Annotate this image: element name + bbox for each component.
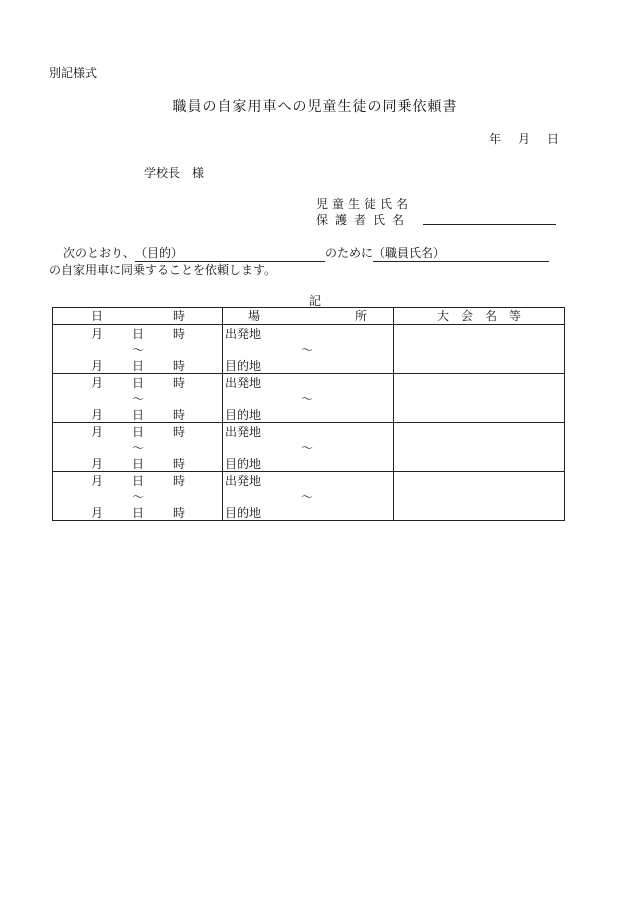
month-label: 月: [91, 408, 104, 422]
date-line: [489, 130, 559, 147]
staff-name-field[interactable]: [373, 244, 549, 262]
date-month: 月: [518, 132, 531, 146]
event-cell[interactable]: [394, 423, 565, 472]
datetime-cell[interactable]: [53, 423, 223, 472]
document-title: 職員の自家用車への児童生徒の同乗依頼書: [172, 99, 458, 115]
table-row: [53, 423, 565, 472]
tilde: 〜: [301, 392, 314, 406]
header-datetime-right: 時: [173, 309, 186, 323]
header-place: [223, 308, 394, 325]
month-label: 月: [91, 457, 104, 471]
datetime-cell[interactable]: [53, 325, 223, 374]
request-line-1: [63, 244, 549, 262]
event-cell[interactable]: [394, 374, 565, 423]
hour-label: 時: [173, 359, 186, 373]
tilde: 〜: [132, 441, 145, 455]
request-middle: のために: [325, 246, 374, 260]
datetime-cell[interactable]: [53, 374, 223, 423]
place-cell[interactable]: [223, 374, 394, 423]
tilde: 〜: [132, 343, 145, 357]
tilde: 〜: [301, 490, 314, 504]
ki-heading: 記: [308, 294, 321, 308]
departure-label: 出発地: [225, 376, 262, 390]
place-cell[interactable]: [223, 472, 394, 521]
request-prefix: 次のとおり、: [63, 246, 136, 260]
tilde: 〜: [132, 392, 145, 406]
destination-label: 目的地: [225, 359, 262, 373]
hour-label: 時: [173, 506, 186, 520]
departure-label: 出発地: [225, 474, 262, 488]
day-label: 日: [132, 506, 145, 520]
tilde: 〜: [301, 343, 314, 357]
table-row: [53, 374, 565, 423]
event-cell[interactable]: [394, 472, 565, 521]
addressee: 学校長 様: [144, 166, 205, 180]
header-datetime: [53, 308, 223, 325]
datetime-cell[interactable]: [53, 472, 223, 521]
hour-label: 時: [173, 474, 186, 488]
purpose-field[interactable]: [135, 244, 325, 262]
month-label: 月: [91, 327, 104, 341]
destination-label: 目的地: [225, 506, 262, 520]
staff-placeholder: （職員氏名）: [373, 246, 446, 260]
table-row: [53, 325, 565, 374]
destination-label: 目的地: [225, 408, 262, 422]
header-datetime-left: 日: [91, 309, 104, 323]
place-cell[interactable]: [223, 423, 394, 472]
table-row: [53, 472, 565, 521]
hour-label: 時: [173, 408, 186, 422]
date-year: 年: [489, 132, 502, 146]
day-label: 日: [132, 474, 145, 488]
tilde: 〜: [132, 490, 145, 504]
day-label: 日: [132, 359, 145, 373]
schedule-table: [52, 307, 565, 521]
header-place-right: 所: [355, 309, 368, 323]
destination-label: 目的地: [225, 457, 262, 471]
student-name-label: 児童生徒氏名: [316, 197, 413, 211]
hour-label: 時: [173, 376, 186, 390]
hour-label: 時: [173, 457, 186, 471]
day-label: 日: [132, 376, 145, 390]
request-line-2: の自家用車に同乗することを依頼します。: [49, 263, 277, 277]
month-label: 月: [91, 425, 104, 439]
event-cell[interactable]: [394, 325, 565, 374]
day-label: 日: [132, 408, 145, 422]
month-label: 月: [91, 359, 104, 373]
month-label: 月: [91, 474, 104, 488]
departure-label: 出発地: [225, 425, 262, 439]
month-label: 月: [91, 376, 104, 390]
day-label: 日: [132, 425, 145, 439]
header-event-label: 大 会 名 等: [436, 309, 521, 323]
table-header-row: [53, 308, 565, 325]
tilde: 〜: [301, 441, 314, 455]
header-place-left: 場: [248, 309, 261, 323]
place-cell[interactable]: [223, 325, 394, 374]
date-day: 日: [547, 132, 560, 146]
day-label: 日: [132, 457, 145, 471]
header-event: [394, 308, 565, 325]
hour-label: 時: [173, 425, 186, 439]
day-label: 日: [132, 327, 145, 341]
hour-label: 時: [173, 327, 186, 341]
guardian-name-label: 保護者氏名: [316, 213, 412, 227]
purpose-placeholder: （目的）: [135, 246, 184, 260]
form-label: 別記様式: [49, 66, 98, 80]
departure-label: 出発地: [225, 327, 262, 341]
guardian-name-field[interactable]: [423, 224, 556, 225]
month-label: 月: [91, 506, 104, 520]
